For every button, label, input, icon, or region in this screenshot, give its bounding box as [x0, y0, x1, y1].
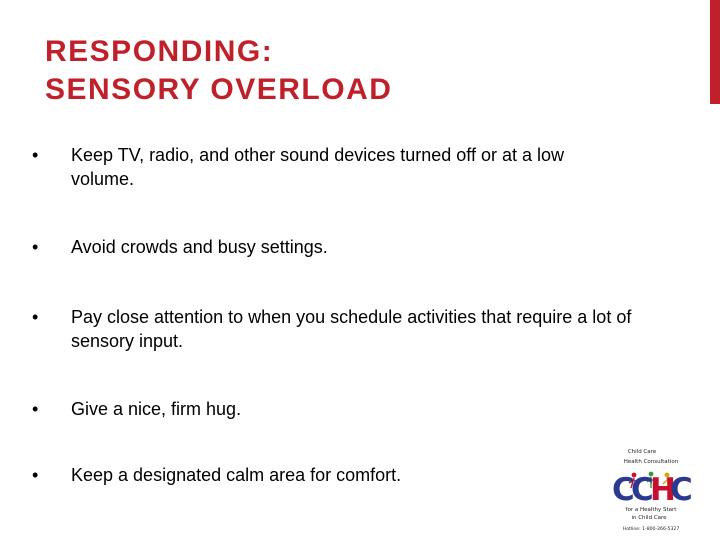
- bullet-text: Give a nice, firm hug.: [71, 399, 242, 419]
- logo-letter-c3: C: [670, 472, 693, 508]
- bullet-marker: •: [32, 465, 39, 485]
- bullet-item: [32, 143, 632, 191]
- logo-letter-c1: C: [612, 472, 635, 508]
- bullet-item: [32, 397, 632, 421]
- cchc-logo-graphic: [609, 444, 693, 534]
- bullet-item: [32, 463, 632, 487]
- bullet-marker: •: [32, 237, 39, 257]
- logo-top-line-1: Child Care: [627, 449, 657, 455]
- title-line-1: RESPONDING:: [45, 35, 274, 68]
- accent-bar: [710, 0, 720, 104]
- logo-hotline: Hotline: 1-800-266-5327: [622, 527, 680, 532]
- logo-top-line-2: Health Consultation: [623, 459, 679, 465]
- bullet-text: Pay close attention to when you schedule activities that require a lot of sensory input.: [71, 307, 632, 351]
- bullet-marker: •: [32, 399, 39, 419]
- cchc-logo: [609, 444, 693, 534]
- bullet-text: Keep TV, radio, and other sound devices turned off or at a low volume.: [71, 145, 564, 189]
- bullet-text: Avoid crowds and busy settings.: [71, 237, 328, 257]
- bullet-text: Keep a designated calm area for comfort.: [71, 465, 402, 485]
- logo-letter-h: H: [650, 472, 676, 508]
- slide-title: [45, 33, 392, 109]
- logo-tagline-1: for a Healthy Start: [625, 507, 677, 513]
- logo-letter-c2: C: [631, 472, 654, 508]
- logo-tagline-2: in Child Care: [631, 515, 667, 521]
- bullet-item: [32, 235, 632, 259]
- bullet-marker: •: [32, 307, 39, 327]
- bullet-marker: •: [32, 145, 39, 165]
- bullet-list: [32, 143, 632, 487]
- bullet-item: [32, 305, 632, 353]
- title-line-2: SENSORY OVERLOAD: [45, 73, 393, 106]
